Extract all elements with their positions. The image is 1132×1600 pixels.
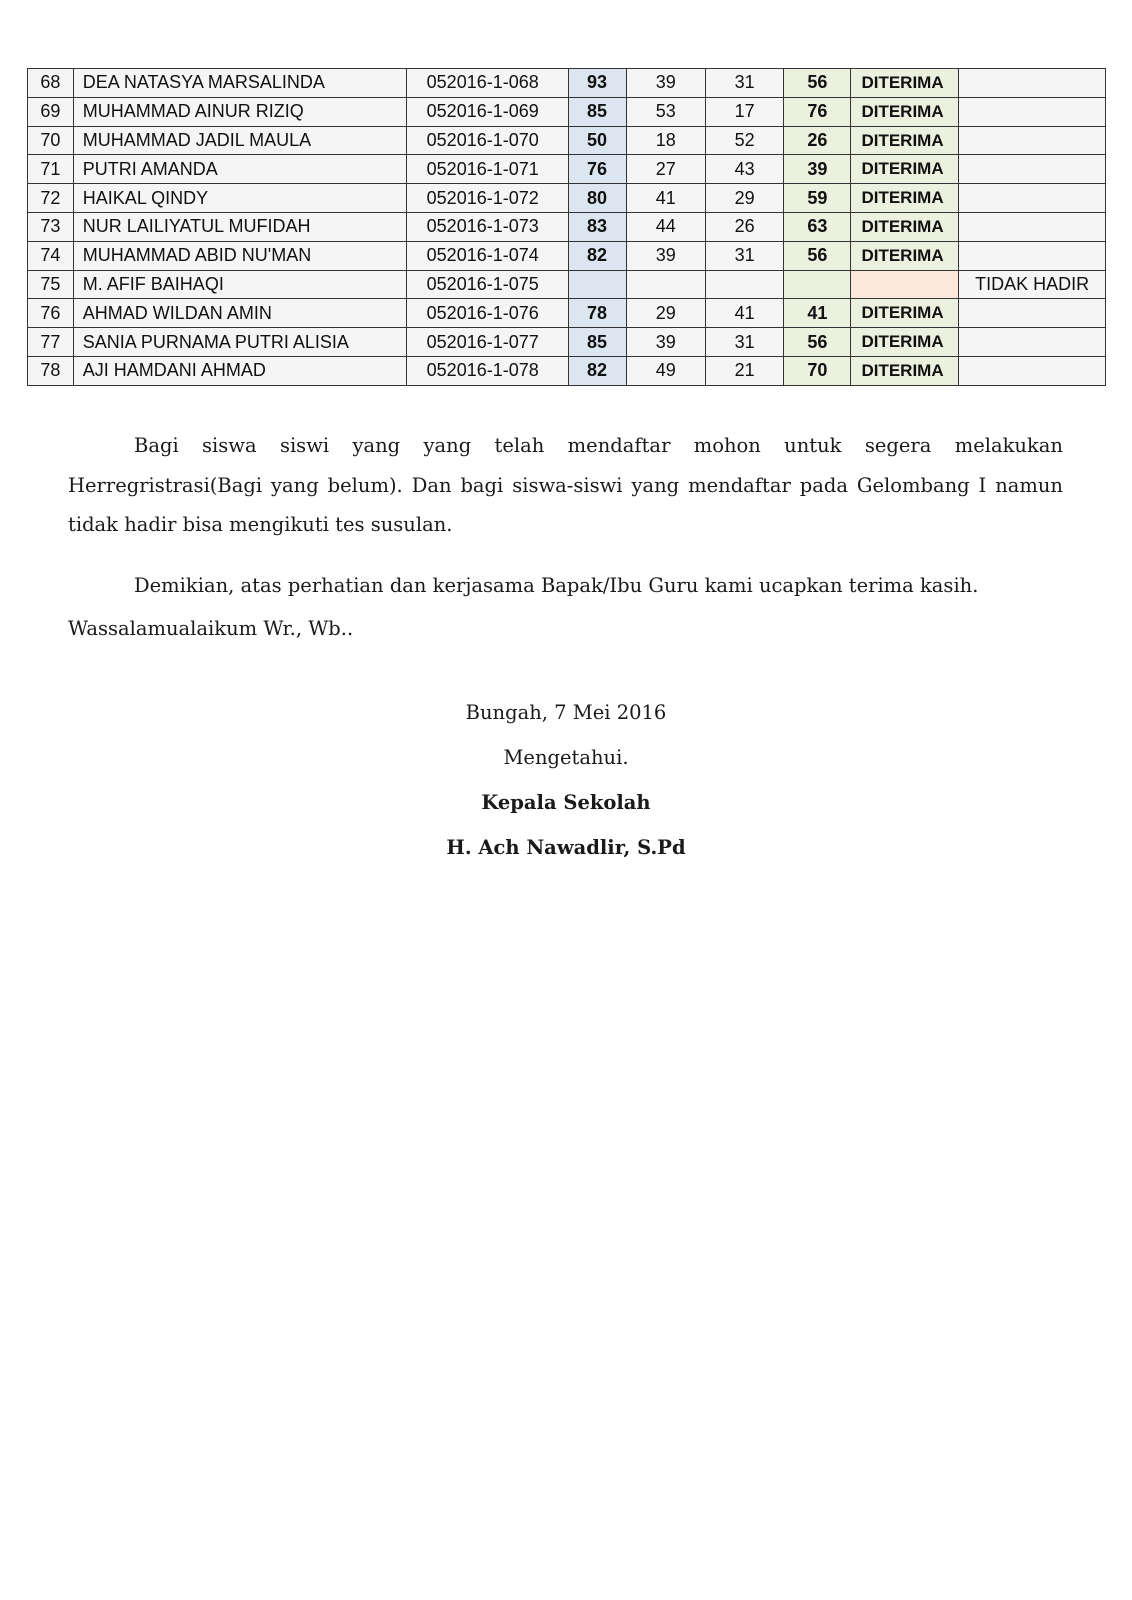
registration-number: 052016-1-075	[406, 270, 568, 299]
status-cell: DITERIMA	[851, 69, 959, 98]
score-a: 53	[626, 97, 705, 126]
status-cell: DITERIMA	[851, 299, 959, 328]
total-score: 85	[568, 328, 626, 357]
score-b: 26	[705, 212, 783, 241]
row-number: 70	[28, 126, 74, 155]
registration-number: 052016-1-068	[406, 69, 568, 98]
score-b: 21	[705, 356, 783, 385]
note-cell	[959, 184, 1106, 213]
table-row	[28, 184, 1106, 213]
thanks-text: Demikian, atas perhatian dan kerjasama Bapak/Ibu Guru kami ucapkan terima kasih.	[134, 574, 979, 597]
score-b: 31	[705, 328, 783, 357]
student-name: AHMAD WILDAN AMIN	[73, 299, 406, 328]
registration-number: 052016-1-076	[406, 299, 568, 328]
table-row	[28, 241, 1106, 270]
note-cell	[959, 126, 1106, 155]
final-score: 41	[784, 299, 851, 328]
row-number: 71	[28, 155, 74, 184]
row-number: 73	[28, 212, 74, 241]
note-cell: TIDAK HADIR	[959, 270, 1106, 299]
student-name: NUR LAILIYATUL MUFIDAH	[73, 212, 406, 241]
score-b	[705, 270, 783, 299]
row-number: 76	[28, 299, 74, 328]
status-cell	[851, 270, 959, 299]
final-score: 63	[784, 212, 851, 241]
score-a: 44	[626, 212, 705, 241]
total-score: 80	[568, 184, 626, 213]
closing-paragraph	[68, 564, 1063, 650]
place-date: Bungah, 7 Mei 2016	[465, 701, 667, 724]
table-row	[28, 270, 1106, 299]
registration-number: 052016-1-069	[406, 97, 568, 126]
score-b: 41	[705, 299, 783, 328]
table-row	[28, 69, 1106, 98]
salutation-text: Wassalamualaikum Wr., Wb..	[68, 617, 354, 640]
registration-number: 052016-1-071	[406, 155, 568, 184]
score-a: 39	[626, 328, 705, 357]
table-row	[28, 126, 1106, 155]
registration-number: 052016-1-072	[406, 184, 568, 213]
student-name: MUHAMMAD ABID NU'MAN	[73, 241, 406, 270]
table-row	[28, 328, 1106, 357]
results-table	[27, 68, 1106, 386]
row-number: 78	[28, 356, 74, 385]
final-score: 26	[784, 126, 851, 155]
status-cell: DITERIMA	[851, 184, 959, 213]
score-b: 31	[705, 69, 783, 98]
status-cell: DITERIMA	[851, 241, 959, 270]
status-cell: DITERIMA	[851, 328, 959, 357]
registration-number: 052016-1-074	[406, 241, 568, 270]
registration-number: 052016-1-078	[406, 356, 568, 385]
table-row	[28, 155, 1106, 184]
score-a: 41	[626, 184, 705, 213]
acknowledged-label: Mengetahui.	[503, 746, 629, 769]
total-score: 50	[568, 126, 626, 155]
signer-position: Kepala Sekolah	[481, 791, 651, 814]
student-name: DEA NATASYA MARSALINDA	[73, 69, 406, 98]
student-name: HAIKAL QINDY	[73, 184, 406, 213]
registration-number: 052016-1-070	[406, 126, 568, 155]
total-score: 82	[568, 241, 626, 270]
score-b: 43	[705, 155, 783, 184]
note-cell	[959, 356, 1106, 385]
final-score	[784, 270, 851, 299]
paragraph-registration: Bagi siswa siswi yang yang telah mendaftar mohon untuk segera melakukan Herregristrasi(Bagi yang belum). Dan bagi siswa-siswi yang mendaftar pada Gelombang I namun tidak hadir bisa mengikuti tes susulan.	[68, 434, 1063, 536]
student-name: SANIA PURNAMA PUTRI ALISIA	[73, 328, 406, 357]
score-a: 27	[626, 155, 705, 184]
score-a: 18	[626, 126, 705, 155]
student-name: MUHAMMAD AINUR RIZIQ	[73, 97, 406, 126]
status-cell: DITERIMA	[851, 356, 959, 385]
registration-number: 052016-1-073	[406, 212, 568, 241]
student-name: MUHAMMAD JADIL MAULA	[73, 126, 406, 155]
row-number: 77	[28, 328, 74, 357]
row-number: 69	[28, 97, 74, 126]
score-a: 49	[626, 356, 705, 385]
table-row	[28, 356, 1106, 385]
student-name: PUTRI AMANDA	[73, 155, 406, 184]
status-cell: DITERIMA	[851, 212, 959, 241]
score-b: 17	[705, 97, 783, 126]
note-cell	[959, 155, 1106, 184]
table-row	[28, 97, 1106, 126]
table-body	[28, 69, 1106, 386]
row-number: 68	[28, 69, 74, 98]
score-b: 52	[705, 126, 783, 155]
note-cell	[959, 299, 1106, 328]
note-cell	[959, 69, 1106, 98]
student-name: M. AFIF BAIHAQI	[73, 270, 406, 299]
score-b: 31	[705, 241, 783, 270]
total-score: 76	[568, 155, 626, 184]
total-score: 83	[568, 212, 626, 241]
row-number: 72	[28, 184, 74, 213]
signer-name: H. Ach Nawadlir, S.Pd	[446, 836, 686, 859]
registration-number: 052016-1-077	[406, 328, 568, 357]
total-score: 78	[568, 299, 626, 328]
total-score: 93	[568, 69, 626, 98]
score-a	[626, 270, 705, 299]
table-row	[28, 212, 1106, 241]
note-cell	[959, 241, 1106, 270]
score-b: 29	[705, 184, 783, 213]
row-number: 74	[28, 241, 74, 270]
score-a: 39	[626, 69, 705, 98]
student-name: AJI HAMDANI AHMAD	[73, 356, 406, 385]
final-score: 76	[784, 97, 851, 126]
total-score: 82	[568, 356, 626, 385]
total-score	[568, 270, 626, 299]
status-cell: DITERIMA	[851, 155, 959, 184]
final-score: 56	[784, 241, 851, 270]
total-score: 85	[568, 97, 626, 126]
status-cell: DITERIMA	[851, 97, 959, 126]
final-score: 56	[784, 69, 851, 98]
table-row	[28, 299, 1106, 328]
score-a: 29	[626, 299, 705, 328]
note-cell	[959, 97, 1106, 126]
row-number: 75	[28, 270, 74, 299]
final-score: 39	[784, 155, 851, 184]
final-score: 59	[784, 184, 851, 213]
final-score: 70	[784, 356, 851, 385]
status-cell: DITERIMA	[851, 126, 959, 155]
score-a: 39	[626, 241, 705, 270]
note-cell	[959, 328, 1106, 357]
note-cell	[959, 212, 1106, 241]
final-score: 56	[784, 328, 851, 357]
